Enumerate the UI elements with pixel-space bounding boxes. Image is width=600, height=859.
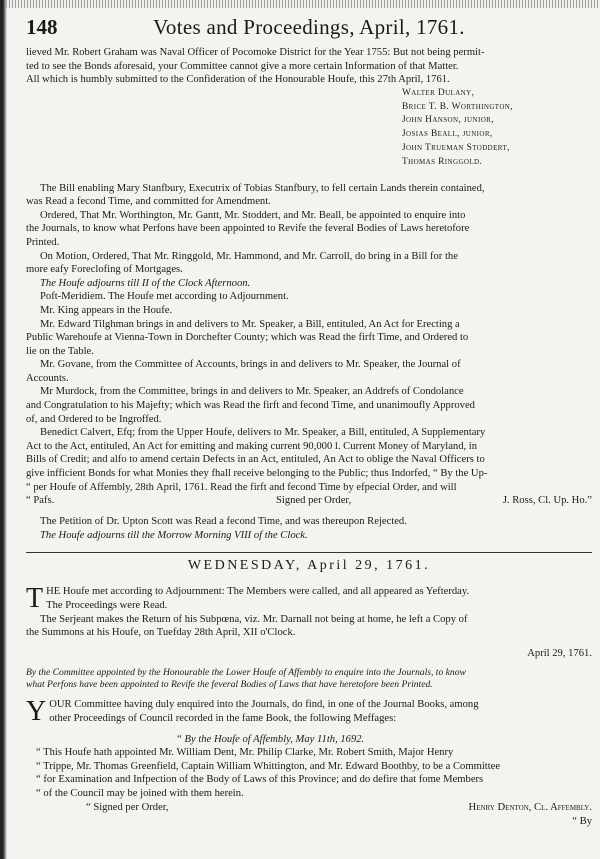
paragraph — [26, 277, 592, 291]
paragraph-line: “ per Houfe of Affembly, 28th April, 1761. Read the firft and fecond Time by efpecial Order, and will — [26, 481, 457, 493]
message-line: “ of the Council may be joined with them herein. — [36, 787, 244, 799]
committee-report — [26, 696, 592, 728]
paragraph — [26, 290, 592, 304]
paragraph-line: Poft-Meridiem. The Houfe met according to Adjournment. — [40, 291, 289, 303]
signatory-name: Walter Dulany, — [402, 87, 475, 98]
paragraph — [26, 182, 592, 209]
paragraph-line: Mr. Edward Tilghman brings in and delivers to Mr. Speaker, a Bill, entituled, An Act for Erecting a — [40, 318, 460, 330]
scan-edge-top — [0, 0, 600, 8]
paragraph-line: Bills of Credit; and alfo to amend certain Defects in an Act, entituled, An Act to oblige the Naval Officers to — [26, 454, 485, 466]
paragraph-line: of, and Ordered to be Ingroffed. — [26, 413, 162, 425]
indorsement-pass: “ Pafs. — [26, 495, 55, 507]
paragraph — [26, 385, 592, 426]
signatory-name: Josias Beall, junior, — [402, 129, 493, 140]
wednesday-opening — [26, 583, 592, 615]
catchword: “ By — [572, 815, 592, 827]
paragraph-line: Benedict Calvert, Efq; from the Upper Houfe, delivers to Mr. Speaker, a Bill, entituled, A Supplementary — [40, 427, 486, 439]
message-clerk: Henry Denton, Cl. Affembly. — [468, 801, 592, 813]
message-signed: “ Signed per Order, — [86, 801, 169, 813]
paragraph-line: Accounts. — [26, 372, 69, 384]
page-header — [26, 12, 592, 46]
continuation-line: All which is humbly submitted to the Confideration of the Honourable Houfe, this 27th April, 1761. — [26, 74, 450, 86]
report-lines — [26, 696, 592, 728]
paragraph — [26, 250, 592, 277]
paragraph — [26, 318, 592, 359]
signatory-name: Brice T. B. Worthington, — [402, 101, 513, 112]
paragraph-line: Mr. King appears in the Houfe. — [40, 304, 173, 316]
paragraph-line: give infficient Bonds for what Monies they fhall receive belonging to the Public; thus Indorfed, “ By the Up- — [26, 468, 488, 480]
section-divider — [26, 552, 592, 553]
message-signature — [26, 801, 592, 815]
proceedings-section — [26, 170, 592, 495]
signatory-name: John Trueman Stoddert, — [402, 142, 510, 153]
paragraph-line: The Houfe adjourns till II of the Clock Afternoon. — [40, 277, 251, 289]
signatory-name: Thomas Ringgold. — [402, 156, 483, 167]
paragraph — [26, 515, 592, 529]
serjeant-line: The Serjeant makes the Return of his Subpœna, viz. Mr. Darnall not being at home, he left a Copy of — [40, 613, 468, 625]
paragraph-line: Act to the Act, entituled, An Act for emitting and making current 90,000 l. Current Money of Maryland, in — [26, 440, 478, 452]
page-number: 148 — [26, 15, 58, 39]
paragraph-line: The Bill enabling Mary Stanfbury, Executrix of Tobias Stanfbury, to fell certain Lands therein contained, — [40, 182, 485, 194]
paragraph-line: The Houfe adjourns till the Morrow Morning VIII of the Clock. — [40, 529, 308, 541]
indorsement-signature — [26, 494, 592, 508]
paragraph-line: On Motion, Ordered, That Mr. Ringgold, Mr. Hammond, and Mr. Carroll, do bring in a Bill for the — [40, 250, 458, 262]
serjeant-return — [26, 613, 592, 640]
paragraph-line: the Journals, to know what Perfons have been appointed to Revife the feveral Bodies of Laws heretofore — [26, 223, 470, 235]
day-heading: WEDNESDAY, April 29, 1761. — [187, 558, 431, 574]
opening-line: The Proceedings were Read. — [46, 600, 168, 611]
running-title: Votes and Proceedings, April, 1761. — [153, 15, 465, 39]
message-line: “ for Examination and Infpection of the Body of Laws of this Province; and do defire that fome Members — [36, 774, 484, 786]
paragraph-line: Public Warehoufe at Vienna-Town in Dorchefter County; which was Read the firft Time, and Ordered to — [26, 332, 469, 344]
drop-cap-report: Y — [26, 696, 47, 728]
continuation-line: ted to see the Bonds aforesaid, your Committee cannot give a more certain Information of that Matter. — [26, 60, 459, 72]
paragraph-line: was Read a fecond Time, and committed for Amendment. — [26, 196, 271, 208]
report-line: other Proceedings of Council recorded in the fame Book, the following Meffages: — [49, 712, 397, 724]
page-content — [26, 12, 592, 828]
scan-edge-left — [0, 0, 7, 859]
report-intro-line: what Perfons have been appointed to Revife the feveral Bodies of Laws that have heretofore been Printed. — [26, 679, 433, 691]
paragraph-line: more eafy Foreclofing of Mortgages. — [26, 264, 183, 276]
report-line: OUR Committee having duly enquired into the Journals, do find, in one of the Journal Books, among — [49, 699, 479, 711]
report-date: April 29, 1761. — [527, 647, 592, 659]
message-body — [26, 746, 592, 800]
paragraph — [26, 209, 592, 250]
paragraph-line: Mr. Govane, from the Committee of Accounts, brings in and delivers to Mr. Speaker, the Journal of — [40, 359, 461, 371]
indorsement-signed: Signed per Order, — [276, 495, 352, 507]
message-line: “ Trippe, Mr. Thomas Greenfield, Captain William Whittington, and Mr. Edward Boothby, to be a Committee — [36, 760, 501, 772]
paragraph — [26, 304, 592, 318]
paragraph-line: Printed. — [26, 236, 60, 248]
committee-report-intro — [26, 667, 592, 691]
report-intro-line: By the Committee appointed by the Honourable the Lower Houfe of Affembly to enquire into the Journals, to know — [26, 667, 466, 679]
continuation-paragraph — [26, 46, 592, 87]
signatory-list — [26, 87, 592, 170]
paragraph — [26, 426, 592, 494]
paragraph-line: lie on the Table. — [26, 345, 94, 357]
paragraph — [26, 529, 592, 543]
indorsement-clerk: J. Ross, Cl. Up. Ho.” — [502, 495, 592, 507]
drop-cap-opening: T — [26, 583, 44, 615]
opening-lines — [26, 583, 592, 615]
closing-section — [26, 515, 592, 542]
continuation-line: lieved Mr. Robert Graham was Naval Officer of Pocomoke District for the Year 1755: But not being permit- — [26, 47, 485, 58]
paragraph-line: and Congratulation to his Majefty; which was Read the firft and fecond Time, and unanimoufly Approved — [26, 400, 475, 412]
paragraph-line: Ordered, That Mr. Worthington, Mr. Gantt, Mr. Stoddert, and Mr. Beall, be appointed to enquire into — [40, 209, 466, 221]
signatory-name: John Hanson, junior, — [402, 115, 494, 126]
message-heading: “ By the Houfe of Affembly, May 11th, 1692. — [176, 733, 365, 745]
paragraph — [26, 358, 592, 385]
paragraph-line: The Petition of Dr. Upton Scott was Read a fecond Time, and was thereupon Rejected. — [40, 516, 407, 528]
message-line: “ This Houfe hath appointed Mr. William Dent, Mr. Philip Clarke, Mr. Robert Smith, Major Henry — [36, 747, 454, 759]
opening-line: HE Houfe met according to Adjournment: The Members were called, and all appeared as Yefterday. — [46, 586, 470, 598]
paragraph-line: Mr Murdock, from the Committee, brings in and delivers to Mr. Speaker, an Addrefs of Condolance — [40, 386, 464, 398]
serjeant-line: the Summons at his Houfe, on Tuefday 28th April, XII o'Clock. — [26, 627, 296, 639]
